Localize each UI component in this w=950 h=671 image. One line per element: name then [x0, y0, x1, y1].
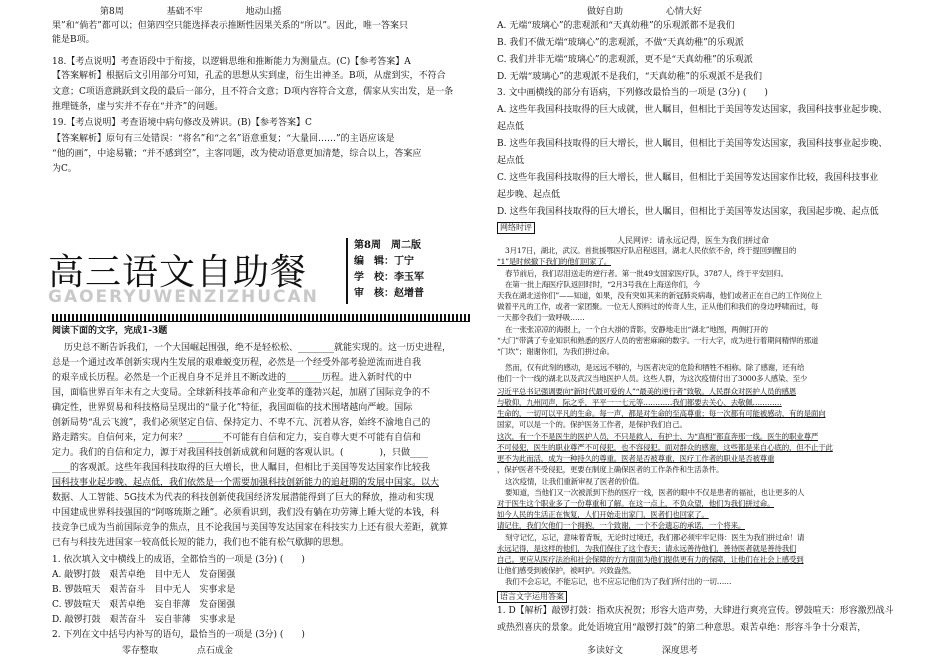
section-tag-answers: 语言文字运用答案	[497, 591, 567, 603]
q3-option-a-cont: 起点低	[497, 122, 525, 132]
essay-line: 天我在湖北送你们”——知道，如果，没有突如其来的新冠肺炎病毒，他们或者正在自己的工作岗位上	[497, 291, 822, 300]
answer-text-line: 【答案解析】原句有三处错误：“将名”和“之名”语意重复；“大量回……”的主语应该是	[52, 134, 395, 144]
essay-line: 生命的，一切可以平凡的生命。每一声，都是对生命的至高尊重；每一次都有可能被感动，有的是面向	[497, 409, 826, 418]
essay-line: 春节前后，我们忍泪送走的逆行者。第一批49支国家医疗队，3787人，终于平安回归。	[505, 269, 788, 278]
essay-line: 3月17日，湖北，武汉。首批援鄂医疗队启程返回，湖北人民依依不舍，终于提回到醒目的	[505, 246, 797, 255]
essay-line: 更不为此而活，成为一种持久的尊重。医者是否被尊重，医疗工作者的职业是否被尊重	[497, 454, 775, 463]
passage-line: 已有与科技先进国家一较高低长短的能力，我们也不能有松气歇脚的思想。	[52, 538, 350, 548]
q1-option-b: B. 锣鼓喧天 艰苦奋斗 目中无人 实事求是	[52, 585, 236, 595]
passage-line: 技竞争已成为当前国际竞争的焦点，且不论我国与美国等发达国家在科技实力上还有很大差距，就算	[52, 523, 449, 533]
essay-line: 刻守记忆，忘记，意味着背叛，无论时过境迁，我们都必须牢牢记得：医生为我们拼过命！请	[505, 533, 805, 542]
passage-line: 的艰辛成长历程。必然是一个正视自身不足并且不断改进的________历程。进入新时代的中	[52, 373, 413, 383]
essay-title: 人民网评：请永远记得，医生为我们拼过命	[617, 236, 769, 245]
newsletter-pinyin: GAOERYUWENZIZHUCAN	[48, 287, 319, 307]
essay-line: “大门”带满了专业知识和熟悉的医疗人员的密密麻麻的数字。一行大字，成为进行着期间精悍的那道	[497, 336, 819, 345]
answer-text-line: 推理链条，虚与实并不存在“并齐”的问题。	[52, 102, 224, 112]
answer-text-line: 能是B项。	[52, 35, 95, 45]
passage-line: 数据、人工智能、5G技术为代表的科技创新使我国经济发展潜能得到了巨大的释放，推动和实现	[52, 493, 434, 503]
essay-line: 一天都令我们一致呼吸……	[497, 313, 585, 322]
q3-option-b-cont: 起点低	[497, 156, 525, 166]
essay-line: “1”是时候撤下我们的他们回家了。	[497, 257, 612, 266]
answer-text-line: 19.【考点说明】考查语境中病句修改及辨识。(B)【参考答案】C	[52, 118, 312, 128]
issue-week: 第8周 周二版	[354, 240, 421, 251]
question-2: 2. 下列在文中括号内补写的语句，最恰当的一项是 (3分) ( )	[52, 630, 305, 640]
passage-line: 历史总不断告诉我们，一个大国崛起围强，绝不是轻松松、________就能实现的。这一历史进程，	[64, 343, 452, 353]
right-page-header	[587, 6, 742, 18]
essay-line: 要知道，当他们又一次被派到下热的医疗一线，医者的眼中不仅是患者的福祉，也让更多的人	[505, 488, 805, 497]
passage-line: 总是一个通过改革创新实现内生发展的艰难蜕变历程，必然是一个经受外部考验逆流而进自我	[52, 358, 422, 368]
q3-option-d: D. 这些年我国科技取得的巨大增长，世人瞩目，但相比于美国等发达国家，我国起步晚、起点低	[497, 207, 879, 217]
left-page-footer	[122, 645, 233, 657]
q2-option-a: A. 无端“玻璃心”的悲观派和“天真幼稚”的乐观派都不是我们	[497, 21, 735, 31]
essay-line: 让他们感受到被保护，被呵护。兴致盎然。	[497, 566, 636, 575]
q2-option-d: D. 无端“玻璃心”的悲观派不是我们，“天真幼稚”的乐观派不是我们	[497, 72, 763, 82]
answer-text-line: “他的画”，中途易辙；“并不感到空”，主客同题，改为使动语意更加清楚，综合以上，答案应	[52, 149, 422, 159]
passage-line: 路走踏实。自信何来，定力何来？________不可能有自信和定力，妄自尊大更不可能有自信和	[52, 433, 422, 443]
passage-line: 中国建成世界科技强国的“阿喀琉斯之踵”。必须看识到，我们没有躺在功劳簿上睡大觉的本钱，科	[52, 508, 440, 518]
answer-line: 或热烈喜庆的景象。此处语境宜用“敲锣打鼓”的第二种意思。艰苦卓绝：形容斗争十分艰苦，	[497, 623, 867, 633]
q2-option-c: C. 我们并非无端“玻璃心”的悲观派，更不是“天真幼稚”的乐观派	[497, 55, 753, 65]
q3-option-c: C. 这些年我国科技取得的巨大增长，世人瞩目，但相比于美国等发达国家作比较，我国科技事业	[497, 173, 879, 183]
essay-line: 然而，仅有此刻的感动，是远远不够的，与医者决定的危险和牺牲不相称。除了感谢，还有给	[505, 363, 805, 372]
section-tag-commentary: 网络时评	[497, 222, 535, 234]
passage-line-underlined: 国科技事业起步晚、起点低，我们依然是一个需要加强科技创新能力的追赶期的发展中国家。以大	[52, 478, 440, 488]
week-label: 第8周	[100, 7, 124, 17]
essay-line: 国家，可以是一个的。保护医务工作者，是保护我们自己。	[497, 420, 687, 429]
essay-line: 这次，有一个不是医生的医护人员，不只是救人，有护士、为“真相”都直奔那一线。医生的职业尊严	[497, 432, 819, 441]
q1-option-d: D. 敲锣打鼓 艰苦奋斗 妄自菲薄 实事求是	[52, 615, 236, 625]
question-1: 1. 依次填入文中横线上的成语，全都恰当的一项是 (3分) ( )	[52, 555, 305, 565]
passage-line: 确定性，世界贸易和科技格局呈现出的“量子化”特征，我国面临的技术围堵越向严峻。国际	[52, 403, 413, 413]
q1-option-a: A. 敲锣打鼓 艰苦卓绝 目中无人 发奋图强	[52, 570, 236, 580]
footer-motto-4: 深度思考	[661, 646, 698, 656]
essay-line: 永远记得，是这样的他们，为我们保住了这个春天；请永远善待他们，善待医者就是善待我们	[497, 544, 797, 553]
header-motto-3: 做好自助	[587, 7, 624, 17]
essay-line: 这次疫情，让我们重新审视了医者的价值。	[505, 477, 644, 486]
footer-motto-2: 点石成金	[196, 646, 233, 656]
header-motto-4: 心情大好	[665, 7, 702, 17]
essay-line: 不可侵犯，医生的职业尊严不可侵犯，也不容侵犯。面对群众的感谢，这些都是来自心底的，但不止于此	[497, 443, 833, 452]
q1-option-c: C. 锣鼓喧天 艰苦卓绝 妄自菲薄 发奋图强	[52, 600, 236, 610]
essay-line: 自己。更应从医疗法治和社会保障的方方面面为他们提供更有力的保障，让他们在社会上感受到	[497, 555, 804, 564]
q3-option-b: B. 这些年我国科技取得的巨大增长，世人瞩目，但相比于美国等发达国家，我国科技事业起步晚、	[497, 139, 888, 149]
issue-editor: 编 辑：丁宁	[354, 256, 414, 267]
passage-line: 创新局势“乱云飞渡”，我们必须坚定自信、保持定力、不卑不亢、沉着从容，始终不渝地自己的	[52, 418, 431, 428]
essay-line: 在一张张凉凉的海报上，一个白大褂的背影，安静地走出“湖北”地图，两侧打开的	[505, 325, 768, 334]
essay-line: ，保护医者不受侵犯，更要在制度上确保医者的工作条件和生活条件。	[497, 465, 724, 474]
answer-text-line: 果”和“倘若”都可以；但第四空只能选择表示推断性因果关系的“所以”。因此，唯一答案只	[52, 21, 409, 31]
essay-line: 我们不会忘记，不能忘记，也不应忘记他们为了我们所付出的一切……	[505, 577, 732, 586]
reading-heading: 阅读下面的文字，完成1-3题	[52, 326, 168, 336]
essay-line: 如今人民的生活正在恢复，人们开始走出家门，医者们也回家了。	[497, 510, 709, 519]
left-reading-section	[52, 0, 472, 671]
essay-line: “门坎”；谢谢你们，为我们拼过命。	[497, 347, 614, 356]
essay-line: 在第一批上海医疗队返回时时，“2月3号我在上海送你们，今	[505, 280, 701, 289]
passage-line: 国，面临世界百年未有之大变局。全球新科技革命和产业变革的蓬勃兴起，加剧了国际竞争的不	[52, 388, 431, 398]
right-page-footer	[587, 645, 698, 657]
issue-review: 审 核：赵增普	[354, 288, 424, 299]
passage-line: ____的客观派。这些年我国科技取得的巨大增长，世人瞩目，但相比于美国等发达国家作比较我	[52, 463, 431, 473]
essay-line: 他们一个一线的湖北以及武汉当地医护人员。这些人群，为这次疫情付出了3000多人感染、至少	[497, 374, 808, 383]
answer-line: 1. D【解析】敲锣打鼓：指欢庆祝贺；形容大造声势，大肆进行爽亮宣传。锣鼓喧天：形容激烈战斗	[497, 606, 894, 616]
right-column	[497, 0, 907, 671]
newsletter-title: 高三语文自助餐	[48, 252, 308, 293]
header-motto-1: 基础不牢	[166, 7, 203, 17]
q2-option-b: B. 我们不做无端“玻璃心”的悲观派，不做“天真幼稚”的乐观派	[497, 38, 744, 48]
essay-line: 对于医生这个职业多了一份尊重和了解。在这一点上，不负众望，他们为我们拼过命。	[497, 499, 775, 508]
answer-text-line: 【答案解析】根据后文引用部分可知，孔孟的思想从实到虚，衍生出神圣。B项，从虚到实，不符合	[52, 71, 446, 81]
footer-motto-1: 零存整取	[122, 646, 159, 656]
footer-motto-3: 多读好文	[587, 646, 624, 656]
answer-text-line: 18.【考点说明】考查语段中于衔接，以逻辑思维和推断能力为测量点。(C)【参考答案】A	[52, 57, 411, 67]
essay-line: 做着平凡的工作，或者一家团聚。一位无人预料过的传奇人生，正从他们和我们的身边呼啸而过，每	[497, 302, 819, 311]
passage-line: 定力。我们的自信和定力，源于对我国科技创新成就和问题的客观认识。( )，只做____	[52, 448, 429, 458]
issue-school: 学 校：李玉军	[354, 272, 424, 283]
q3-option-a: A. 这些年我国科技取得的巨大成就，世人瞩目，但相比于美国等发达国家，我国科技事业起步晚、	[497, 105, 888, 115]
essay-line: 与敬仰，九州同声，际之乎，平平一一七元等…………我们都要去关心、去敬佩…………	[497, 398, 782, 407]
answer-text-line: 文意；C项语意跳跃到文段的最后一部分，且不符合文意；D项内容符合文意，儒家从实出发，是一条	[52, 87, 454, 97]
q3-option-c-cont: 起步晚、起点低	[497, 190, 561, 200]
question-3: 3. 文中画横线的部分有语病，下列修改最恰当的一项是 (3分) ( )	[497, 88, 768, 98]
header-motto-2: 地动山摇	[245, 7, 282, 17]
answer-text-line: 为C。	[52, 164, 77, 174]
essay-line: 习近平总书记强调要向“新时代最可爱的人”“最美的逆行者”致敬。人民群众对医护人员的感恩	[497, 387, 797, 396]
essay-line: 请记住，我们欠他们一个拥抱，一个致谢，一个不会遗忘的承诺，一个将来。	[497, 521, 746, 530]
